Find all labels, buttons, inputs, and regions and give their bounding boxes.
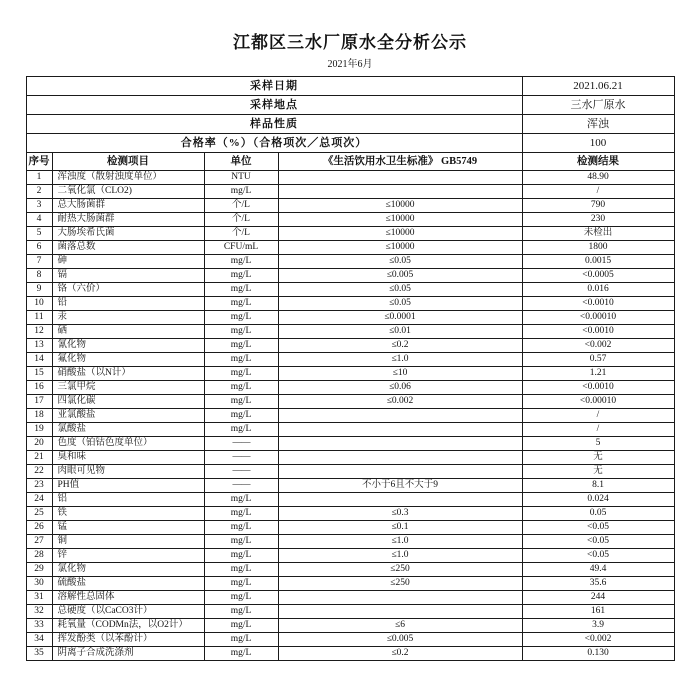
cell-res: <0.05 <box>522 549 674 563</box>
table-row <box>26 437 674 451</box>
table-row <box>26 269 674 283</box>
table-row <box>26 493 674 507</box>
cell-unit: mg/L <box>204 423 278 437</box>
cell-no: 25 <box>26 507 52 521</box>
table-row <box>26 409 674 423</box>
cell-res: <0.05 <box>522 521 674 535</box>
cell-item: 镉 <box>52 269 204 283</box>
sampling-location-value: 三水厂原水 <box>522 96 674 115</box>
cell-no: 10 <box>26 297 52 311</box>
cell-no: 8 <box>26 269 52 283</box>
cell-std: ≤0.3 <box>278 507 522 521</box>
cell-res: <0.05 <box>522 535 674 549</box>
cell-res: 0.016 <box>522 283 674 297</box>
table-row <box>26 619 674 633</box>
cell-std <box>278 437 522 451</box>
cell-res: <0.0010 <box>522 297 674 311</box>
cell-std: ≤0.005 <box>278 633 522 647</box>
cell-no: 19 <box>26 423 52 437</box>
cell-unit: mg/L <box>204 591 278 605</box>
table-row <box>26 591 674 605</box>
cell-std: ≤0.0001 <box>278 311 522 325</box>
cell-res: 0.130 <box>522 647 674 661</box>
cell-item: 大肠埃希氏菌 <box>52 227 204 241</box>
cell-unit: mg/L <box>204 633 278 647</box>
cell-res: 无 <box>522 451 674 465</box>
cell-res: 未检出 <box>522 227 674 241</box>
sample-property-label: 样品性质 <box>26 115 522 134</box>
table-row <box>26 367 674 381</box>
cell-unit: mg/L <box>204 577 278 591</box>
cell-res: / <box>522 409 674 423</box>
table-row <box>26 577 674 591</box>
cell-std: ≤10 <box>278 367 522 381</box>
sampling-location-label: 采样地点 <box>26 96 522 115</box>
pass-rate-value: 100 <box>522 134 674 153</box>
cell-std: ≤0.05 <box>278 297 522 311</box>
cell-unit: 个/L <box>204 199 278 213</box>
cell-std: ≤0.2 <box>278 339 522 353</box>
column-header-item: 检测项目 <box>52 153 204 171</box>
cell-std <box>278 591 522 605</box>
column-header-result: 检测结果 <box>522 153 674 171</box>
cell-item: 砷 <box>52 255 204 269</box>
cell-no: 5 <box>26 227 52 241</box>
table-row <box>26 241 674 255</box>
cell-std: ≤10000 <box>278 241 522 255</box>
cell-no: 16 <box>26 381 52 395</box>
cell-no: 28 <box>26 549 52 563</box>
cell-unit: mg/L <box>204 381 278 395</box>
cell-item: 氯化物 <box>52 563 204 577</box>
table-body <box>26 77 674 661</box>
cell-unit: mg/L <box>204 367 278 381</box>
cell-std: ≤0.2 <box>278 647 522 661</box>
cell-item: 铬（六价） <box>52 283 204 297</box>
table-row <box>26 563 674 577</box>
cell-no: 31 <box>26 591 52 605</box>
cell-unit: —— <box>204 465 278 479</box>
cell-std: ≤0.002 <box>278 395 522 409</box>
cell-no: 4 <box>26 213 52 227</box>
cell-item: 浑浊度（散射浊度单位） <box>52 171 204 185</box>
header-row-sample-property <box>26 115 674 134</box>
cell-res: <0.002 <box>522 633 674 647</box>
cell-res: 35.6 <box>522 577 674 591</box>
cell-item: PH值 <box>52 479 204 493</box>
cell-no: 35 <box>26 647 52 661</box>
cell-item: 氯酸盐 <box>52 423 204 437</box>
cell-no: 21 <box>26 451 52 465</box>
cell-no: 22 <box>26 465 52 479</box>
cell-no: 14 <box>26 353 52 367</box>
cell-res: / <box>522 185 674 199</box>
table-row <box>26 479 674 493</box>
table-row <box>26 297 674 311</box>
cell-item: 三氯甲烷 <box>52 381 204 395</box>
cell-no: 20 <box>26 437 52 451</box>
cell-item: 挥发酚类（以苯酚计） <box>52 633 204 647</box>
cell-res: <0.002 <box>522 339 674 353</box>
cell-unit: —— <box>204 451 278 465</box>
cell-no: 27 <box>26 535 52 549</box>
cell-res: 0.57 <box>522 353 674 367</box>
cell-no: 6 <box>26 241 52 255</box>
cell-std: ≤0.05 <box>278 283 522 297</box>
cell-item: 色度（铂钴色度单位） <box>52 437 204 451</box>
cell-item: 锰 <box>52 521 204 535</box>
cell-item: 铜 <box>52 535 204 549</box>
table-row <box>26 339 674 353</box>
cell-no: 15 <box>26 367 52 381</box>
cell-item: 亚氯酸盐 <box>52 409 204 423</box>
cell-res: 1.21 <box>522 367 674 381</box>
cell-res: / <box>522 423 674 437</box>
cell-no: 12 <box>26 325 52 339</box>
table-row <box>26 605 674 619</box>
cell-unit: mg/L <box>204 549 278 563</box>
cell-no: 29 <box>26 563 52 577</box>
table-row <box>26 325 674 339</box>
analysis-table <box>26 76 675 661</box>
cell-item: 铝 <box>52 493 204 507</box>
cell-item: 总大肠菌群 <box>52 199 204 213</box>
column-header-standard: 《生活饮用水卫生标准》 GB5749 <box>278 153 522 171</box>
cell-std <box>278 451 522 465</box>
cell-no: 24 <box>26 493 52 507</box>
table-row <box>26 283 674 297</box>
cell-item: 臭和味 <box>52 451 204 465</box>
cell-res: <0.0010 <box>522 381 674 395</box>
cell-no: 9 <box>26 283 52 297</box>
cell-unit: mg/L <box>204 311 278 325</box>
cell-res: 5 <box>522 437 674 451</box>
table-row <box>26 549 674 563</box>
cell-unit: mg/L <box>204 521 278 535</box>
cell-no: 32 <box>26 605 52 619</box>
cell-unit: mg/L <box>204 563 278 577</box>
cell-no: 17 <box>26 395 52 409</box>
cell-std <box>278 493 522 507</box>
cell-unit: —— <box>204 479 278 493</box>
cell-res: 0.024 <box>522 493 674 507</box>
cell-unit: mg/L <box>204 339 278 353</box>
cell-std: ≤1.0 <box>278 535 522 549</box>
cell-no: 23 <box>26 479 52 493</box>
table-row <box>26 507 674 521</box>
table-row <box>26 647 674 661</box>
cell-res: 3.9 <box>522 619 674 633</box>
cell-no: 7 <box>26 255 52 269</box>
column-header-row <box>26 153 674 171</box>
cell-res: 244 <box>522 591 674 605</box>
cell-unit: mg/L <box>204 255 278 269</box>
cell-unit: —— <box>204 437 278 451</box>
cell-res: <0.0005 <box>522 269 674 283</box>
pass-rate-label: 合格率（%）（合格项次／总项次） <box>26 134 522 153</box>
cell-std <box>278 185 522 199</box>
cell-res: 1800 <box>522 241 674 255</box>
cell-unit: mg/L <box>204 619 278 633</box>
cell-res: 230 <box>522 213 674 227</box>
cell-res: <0.0010 <box>522 325 674 339</box>
cell-no: 1 <box>26 171 52 185</box>
header-row-pass-rate <box>26 134 674 153</box>
cell-no: 18 <box>26 409 52 423</box>
cell-std: ≤0.1 <box>278 521 522 535</box>
cell-unit: NTU <box>204 171 278 185</box>
cell-item: 氟化物 <box>52 353 204 367</box>
table-row <box>26 185 674 199</box>
cell-unit: CFU/mL <box>204 241 278 255</box>
cell-no: 13 <box>26 339 52 353</box>
table-row <box>26 395 674 409</box>
cell-item: 铅 <box>52 297 204 311</box>
table-row <box>26 381 674 395</box>
cell-unit: mg/L <box>204 493 278 507</box>
table-row <box>26 535 674 549</box>
header-row-sampling-date <box>26 77 674 96</box>
cell-std: ≤10000 <box>278 199 522 213</box>
cell-item: 二氧化氯（CLO2) <box>52 185 204 199</box>
table-row <box>26 227 674 241</box>
cell-no: 33 <box>26 619 52 633</box>
cell-std: ≤10000 <box>278 213 522 227</box>
cell-std <box>278 605 522 619</box>
cell-no: 11 <box>26 311 52 325</box>
table-row <box>26 311 674 325</box>
cell-res: 0.0015 <box>522 255 674 269</box>
cell-item: 硒 <box>52 325 204 339</box>
table-row <box>26 423 674 437</box>
cell-res: 无 <box>522 465 674 479</box>
cell-item: 氰化物 <box>52 339 204 353</box>
cell-unit: mg/L <box>204 605 278 619</box>
table-row <box>26 213 674 227</box>
cell-unit: mg/L <box>204 535 278 549</box>
cell-unit: mg/L <box>204 269 278 283</box>
column-header-no: 序号 <box>26 153 52 171</box>
cell-std <box>278 409 522 423</box>
table-row <box>26 465 674 479</box>
cell-std: ≤1.0 <box>278 353 522 367</box>
cell-item: 锌 <box>52 549 204 563</box>
cell-unit: 个/L <box>204 227 278 241</box>
cell-item: 四氯化碳 <box>52 395 204 409</box>
table-row <box>26 451 674 465</box>
cell-std <box>278 465 522 479</box>
cell-std: ≤250 <box>278 563 522 577</box>
cell-std: ≤0.06 <box>278 381 522 395</box>
cell-item: 阴离子合成洗涤剂 <box>52 647 204 661</box>
document-page <box>0 28 700 700</box>
cell-unit: mg/L <box>204 297 278 311</box>
cell-unit: mg/L <box>204 283 278 297</box>
cell-res: <0.00010 <box>522 395 674 409</box>
cell-item: 肉眼可见物 <box>52 465 204 479</box>
cell-no: 3 <box>26 199 52 213</box>
cell-res: 48.90 <box>522 171 674 185</box>
cell-std <box>278 423 522 437</box>
cell-std: ≤0.005 <box>278 269 522 283</box>
cell-std <box>278 171 522 185</box>
sampling-date-value: 2021.06.21 <box>522 77 674 96</box>
table-row <box>26 255 674 269</box>
cell-unit: mg/L <box>204 395 278 409</box>
cell-std: ≤6 <box>278 619 522 633</box>
cell-res: 161 <box>522 605 674 619</box>
cell-no: 2 <box>26 185 52 199</box>
cell-item: 菌落总数 <box>52 241 204 255</box>
cell-no: 26 <box>26 521 52 535</box>
table-row <box>26 521 674 535</box>
table-row <box>26 633 674 647</box>
cell-unit: mg/L <box>204 325 278 339</box>
cell-unit: mg/L <box>204 507 278 521</box>
sampling-date-label: 采样日期 <box>26 77 522 96</box>
cell-no: 30 <box>26 577 52 591</box>
cell-res: 0.05 <box>522 507 674 521</box>
sample-property-value: 浑浊 <box>522 115 674 134</box>
cell-res: 790 <box>522 199 674 213</box>
cell-unit: mg/L <box>204 409 278 423</box>
cell-item: 汞 <box>52 311 204 325</box>
cell-std: ≤10000 <box>278 227 522 241</box>
cell-res: <0.00010 <box>522 311 674 325</box>
cell-item: 耗氧量（CODMn法，以O2计） <box>52 619 204 633</box>
cell-unit: 个/L <box>204 213 278 227</box>
cell-unit: mg/L <box>204 647 278 661</box>
cell-unit: mg/L <box>204 353 278 367</box>
page-subtitle: 2021年6月 <box>327 59 373 70</box>
column-header-unit: 单位 <box>204 153 278 171</box>
cell-std: ≤1.0 <box>278 549 522 563</box>
cell-item: 硫酸盐 <box>52 577 204 591</box>
cell-item: 总硬度（以CaCO3计） <box>52 605 204 619</box>
cell-res: 49.4 <box>522 563 674 577</box>
cell-unit: mg/L <box>204 185 278 199</box>
table-row <box>26 353 674 367</box>
cell-item: 硝酸盐（以N计） <box>52 367 204 381</box>
cell-item: 耐热大肠菌群 <box>52 213 204 227</box>
cell-std: ≤0.01 <box>278 325 522 339</box>
cell-std: ≤0.05 <box>278 255 522 269</box>
header-row-sampling-location <box>26 96 674 115</box>
table-row <box>26 171 674 185</box>
page-title: 江都区三水厂原水全分析公示 <box>233 33 467 52</box>
table-row <box>26 199 674 213</box>
cell-no: 34 <box>26 633 52 647</box>
cell-std: ≤250 <box>278 577 522 591</box>
cell-res: 8.1 <box>522 479 674 493</box>
cell-std: 不小于6且不大于9 <box>278 479 522 493</box>
cell-item: 溶解性总固体 <box>52 591 204 605</box>
cell-item: 铁 <box>52 507 204 521</box>
